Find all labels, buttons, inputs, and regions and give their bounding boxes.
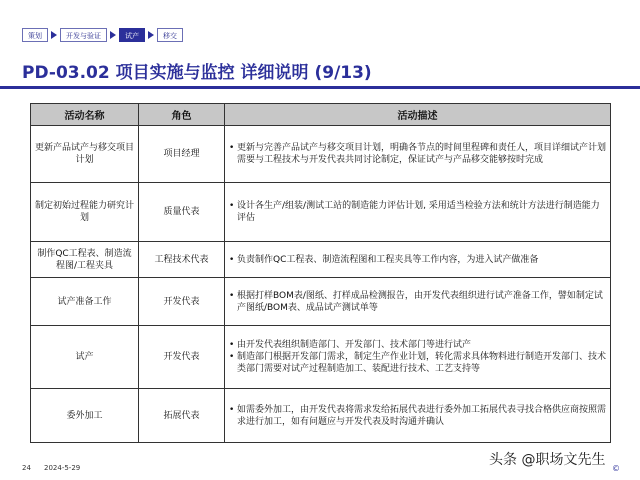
activity-role: 质量代表: [139, 183, 225, 242]
activity-name: 试产: [31, 326, 139, 389]
phase-handover: 移交: [157, 28, 183, 42]
title-divider: [0, 86, 640, 89]
table-row: [31, 278, 611, 326]
activity-description: [225, 242, 611, 278]
phase-trial-production: 试产: [119, 28, 145, 42]
description-text: 负责制作QC工程表、制造流程图和工程夹具等工作内容，为进入试产做准备: [237, 254, 539, 265]
activity-role: 开发代表: [139, 278, 225, 326]
description-text: 制造部门根据开发部门需求，制定生产作业计划，转化需求具体物料进行制造开发部门、技术类部门需要对试产过程制造加工、装配进行技术、工艺支持等: [237, 352, 607, 374]
page-date: 2024-5-29: [44, 464, 81, 472]
description-text: 更新与完善产品试产与移交项目计划，明确各节点的时间里程碑和责任人，项目详细试产计划需要与工程技术与开发代表共同讨论制定，保证试产与产品移交能够按时完成: [237, 143, 607, 165]
header-activity-description: 活动描述: [225, 104, 611, 126]
description-text: 如需委外加工，由开发代表将需求发给拓展代表进行委外加工拓展代表寻找合格供应商按照需求进行加工，如有问题应与开发代表及时沟通并确认: [237, 404, 607, 427]
activity-role: 开发代表: [139, 326, 225, 389]
corner-mark-icon: ©: [612, 464, 620, 473]
activity-role: 工程技术代表: [139, 242, 225, 278]
activity-name: 制作QC工程表、制造流程图/工程夹具: [31, 242, 139, 278]
bullet-icon: •: [229, 352, 235, 362]
bullet-icon: •: [229, 340, 235, 350]
activity-description: [225, 126, 611, 183]
activity-description: [225, 183, 611, 242]
header-activity-name: 活动名称: [31, 104, 139, 126]
phase-arrow-icon: [110, 31, 116, 39]
watermark-text: 头条 @职场文先生: [489, 452, 606, 468]
phase-planning: 策划: [22, 28, 48, 42]
table-row: [31, 389, 611, 443]
table-header-row: [31, 104, 611, 126]
bullet-icon: •: [229, 290, 235, 301]
phase-arrow-icon: [148, 31, 154, 39]
description-text: 根据打样BOM表/图纸、打样成品检测报告，由开发代表组织进行试产准备工作，譬如制定试产图纸/BOM表、成品试产测试单等: [237, 290, 603, 313]
page-number: 24: [22, 464, 31, 472]
activity-name: 更新产品试产与移交项目计划: [31, 126, 139, 183]
phase-development: 开发与验证: [60, 28, 107, 42]
bullet-icon: •: [229, 201, 235, 211]
phase-arrow-icon: [51, 31, 57, 39]
table-row: [31, 126, 611, 183]
activity-table: [30, 103, 611, 443]
activity-role: 拓展代表: [139, 389, 225, 443]
activity-description: [225, 278, 611, 326]
bullet-icon: •: [229, 143, 235, 153]
table-row: [31, 183, 611, 242]
description-text: 由开发代表组织制造部门、开发部门、技术部门等进行试产: [237, 340, 472, 350]
table-row: [31, 326, 611, 389]
bullet-icon: •: [229, 404, 235, 415]
description-text: 设计各生产/组装/测试工站的制造能力评估计划, 采用适当检验方法和统计方法进行制造能力评估: [237, 201, 600, 223]
page-title: PD-03.02 项目实施与监控 详细说明 (9/13): [22, 63, 372, 83]
table-row: [31, 242, 611, 278]
activity-name: 试产准备工作: [31, 278, 139, 326]
activity-name: 制定初始过程能力研究计划: [31, 183, 139, 242]
phase-bar: [22, 28, 183, 42]
activity-name: 委外加工: [31, 389, 139, 443]
header-role: 角色: [139, 104, 225, 126]
activity-description: [225, 389, 611, 443]
activity-role: 项目经理: [139, 126, 225, 183]
bullet-icon: •: [229, 254, 235, 265]
activity-description: [225, 326, 611, 389]
